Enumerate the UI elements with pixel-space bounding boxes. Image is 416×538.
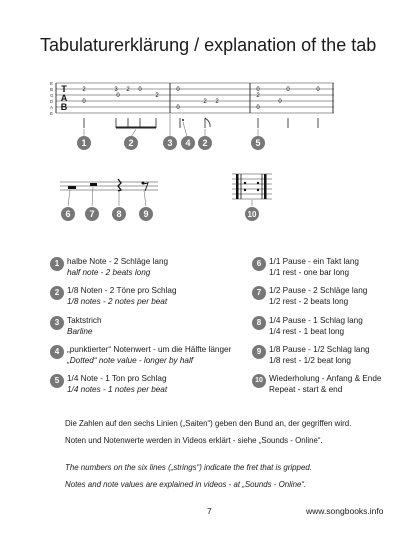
explanation-en — [65, 462, 395, 490]
legend-number: 4 — [50, 345, 64, 359]
legend-text-en: 1/4 notes - 1 notes per beat — [67, 385, 168, 394]
legend-text-en: Repeat - start & end — [269, 385, 343, 394]
website-link[interactable]: www.songbooks.info — [306, 506, 384, 516]
legend-number: 5 — [50, 374, 64, 388]
fret-number: 2 — [126, 87, 130, 93]
legend-text-de: 1/8 Noten - 2 Töne pro Schlag — [67, 286, 177, 295]
page-number: 7 — [207, 506, 212, 516]
fret-number: 2 — [203, 99, 207, 105]
legend-number: 2 — [50, 286, 64, 300]
legend-number: 1 — [50, 257, 64, 271]
marker-label: 5 — [255, 138, 261, 148]
marker-label: 8 — [116, 209, 122, 219]
legend-text-en: 1/1 rest - one bar long — [269, 268, 350, 277]
marker-label: 10 — [247, 210, 257, 219]
fret-number: 2 — [82, 87, 86, 93]
fret-number: 0 — [176, 87, 180, 93]
legend-text-en: half note - 2 beats long — [67, 268, 151, 277]
legend-text-de: 1/4 Note - 1 Ton pro Schlag — [67, 374, 167, 383]
dotted-note-dot — [182, 119, 184, 121]
explanation-line: Noten und Notenwerte werden in Videos erklärt - siehe „Sounds - Online“. — [65, 436, 323, 445]
marker-label: 2 — [128, 138, 134, 148]
legend-text-de: 1/1 Pause - ein Takt lang — [269, 257, 359, 266]
legend-text-de: „punktierter“ Notenwert - um die Hälfte länger — [67, 345, 232, 354]
string-letter: B — [50, 87, 54, 92]
legend-text-en: „Dotted“ note value - longer by half — [67, 356, 194, 365]
legend-text-en: 1/8 rest - 1/2 beat long — [269, 356, 351, 365]
legend-number: 10 — [252, 374, 266, 388]
string-letter: A — [50, 105, 54, 110]
fret-number: 0 — [138, 87, 142, 93]
legend-text-de: Wiederholung - Anfang & Ende — [269, 374, 382, 383]
eighth-flag — [205, 118, 210, 127]
fret-number: 0 — [82, 99, 86, 105]
fret-number: 2 — [256, 93, 260, 99]
fret-number: 2 — [215, 99, 219, 105]
legend-number: 3 — [50, 316, 64, 330]
explanation-de — [65, 418, 395, 446]
marker-label: 2 — [202, 138, 208, 148]
quarter-rest — [118, 179, 121, 191]
legend-text-de: halbe Note - 2 Schläge lang — [67, 257, 169, 266]
whole-rest — [68, 186, 76, 189]
fret-numbers — [82, 87, 320, 111]
tab-clef-b: B — [60, 102, 68, 112]
fret-number: 0 — [316, 87, 320, 93]
marker-label: 9 — [143, 209, 149, 219]
marker-label: 3 — [167, 138, 173, 148]
repeat-sign — [232, 174, 272, 199]
string-letter: D — [50, 99, 54, 104]
fret-number: 0 — [176, 105, 180, 111]
fret-number: 0 — [256, 105, 260, 111]
legend-number: 9 — [252, 345, 266, 359]
legend-text-de: 1/2 Pause - 2 Schläge lang — [269, 286, 368, 295]
eighth-beam — [116, 127, 156, 129]
string-letter: E — [50, 81, 54, 86]
legend-text-de: 1/8 Pause - 1/2 Schlag lang — [269, 345, 370, 354]
string-letter: E — [50, 111, 54, 116]
explanation-line: The numbers on the six lines („strings“) indicate the fret that is gripped. — [65, 463, 312, 472]
half-rest — [90, 183, 97, 186]
fret-number: 3 — [114, 87, 118, 93]
fret-number: 0 — [286, 87, 290, 93]
tab-staff — [56, 83, 334, 113]
legend-text-en: 1/8 notes - 2 notes per beat — [67, 297, 168, 306]
marker-label: 7 — [89, 209, 95, 219]
legend-text-en: 1/2 rest - 2 beats long — [269, 297, 349, 306]
legend-number: 7 — [252, 286, 266, 300]
explanation-line: Die Zahlen auf den sechs Linien („Saiten“) geben den Bund an, der gegriffen wird. — [65, 419, 352, 428]
tab-clef-t: T — [61, 84, 67, 94]
explanation-line: Notes and note values are explained in videos - at „Sounds - Online“. — [65, 480, 307, 489]
legend-text-de: 1/4 Pause - 1 Schlag lang — [269, 316, 363, 325]
marker-label: 1 — [81, 138, 87, 148]
legend-number: 6 — [252, 257, 266, 271]
legend-text-en: 1/4 rest - 1 beat long — [269, 327, 345, 336]
legend-text-de: Taktstrich — [67, 316, 102, 325]
page-title: Tabulaturerklärung / explanation of the tab — [40, 35, 377, 55]
fret-number: 0 — [116, 93, 120, 99]
fret-number: 2 — [155, 93, 159, 99]
legend-text-en: Barline — [67, 327, 93, 336]
fret-number: 0 — [278, 99, 282, 105]
fret-number: 0 — [256, 87, 260, 93]
marker-label: 4 — [185, 138, 191, 148]
string-letter: G — [50, 93, 54, 98]
tab-clef-a: A — [60, 93, 68, 103]
legend-number: 8 — [252, 316, 266, 330]
marker-label: 6 — [65, 209, 71, 219]
